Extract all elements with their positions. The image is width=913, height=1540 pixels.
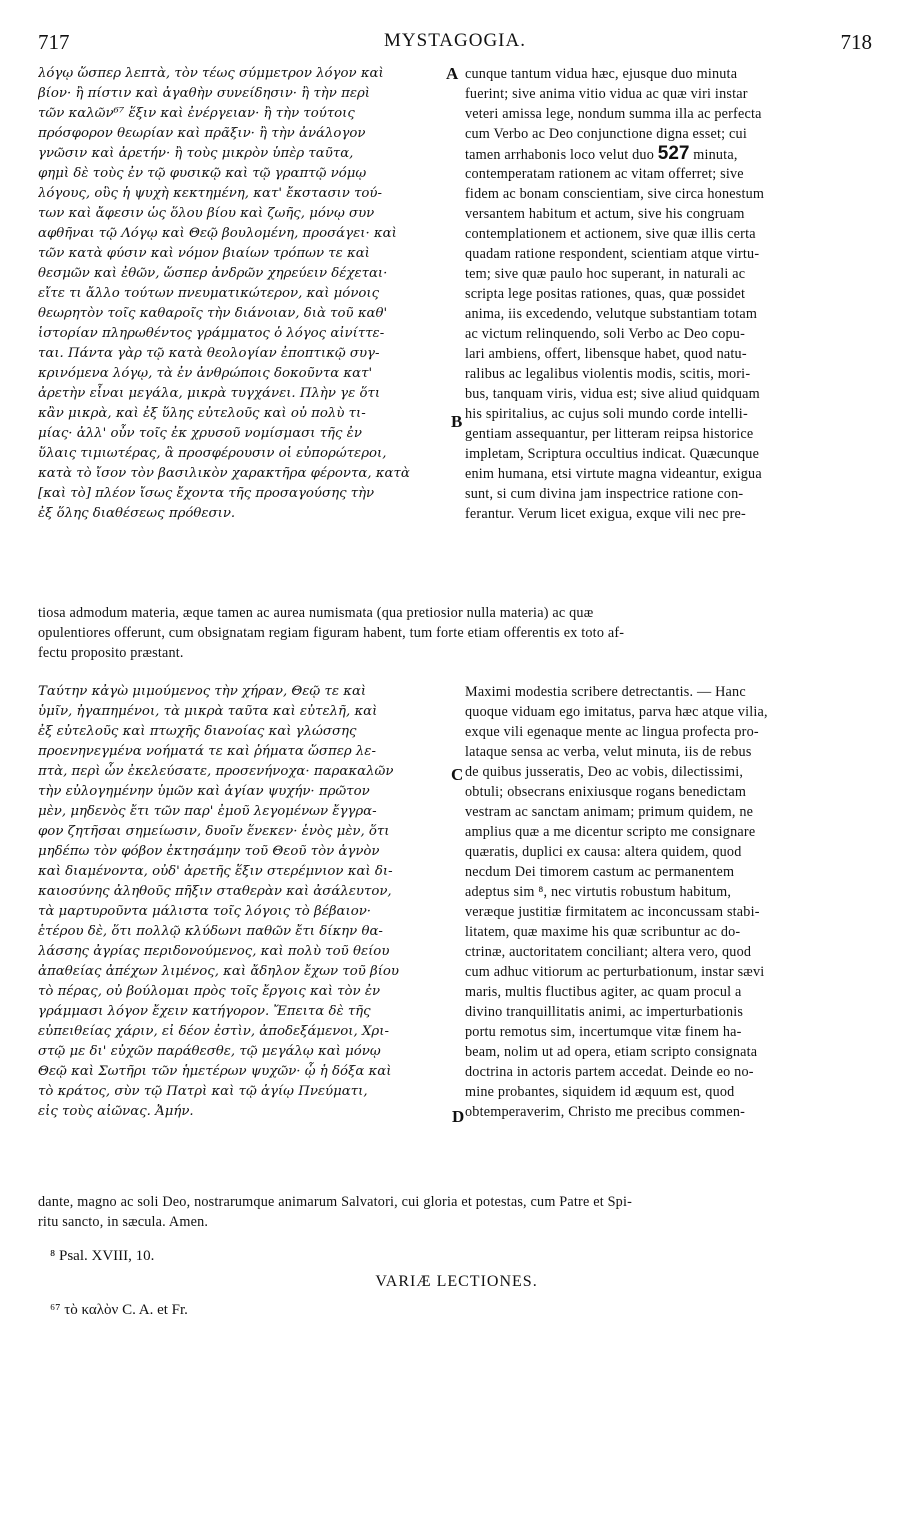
section-marker-a: A [446, 64, 459, 83]
text-line: ἱστορίαν πληρωθέντος γράμματος ὁ λόγος αἰνίττε- [38, 326, 385, 341]
text-line: γράμμασι λόγον ἔχειν κατήγορον. Ἔπειτα δὲ τῆς [38, 1004, 371, 1019]
text-line: cunque tantum vidua hæc, ejusque duo minuta [465, 66, 738, 82]
text-line: φον ζητῆσαι σημείωσιν, δυοῖν ἕνεκεν· ἑνὸς μὲν, ὅτι [38, 824, 390, 839]
text-line: veræque justitiæ firmitatem ac inconcussam stabi- [465, 904, 760, 920]
page-header [38, 30, 872, 60]
text-line: anima, iis excedendo, velutque substantiam totam [465, 306, 758, 322]
text-line: εἰς τοὺς αἰῶνας. Ἀμήν. [38, 1104, 194, 1119]
text-line: tem; sive quæ paulo hoc superant, in naturali ac [465, 266, 746, 282]
text-line: ἀπαθείας ἀπέχων λιμένος, καὶ ἄδηλον ἔχων τοῦ βίου [38, 964, 400, 979]
text-line: sunt, si cum divina jam inspectrice ratione con- [465, 486, 744, 502]
text-line: καιοσύνης ἀληθοῦς πῆξιν σταθερὰν καὶ ἀσάλευτον, [38, 884, 392, 899]
text-line: τὴν εὐλογημένην ὑμῶν καὶ ἁγίαν ψυχήν· πρῶτον [38, 784, 370, 799]
text-line: [καὶ τὸ] πλέον ἴσως ἔχοντα τῆς προσαγούσης τὴν [38, 486, 375, 501]
latin-full-width-2 [38, 1192, 878, 1232]
text-line: πρόσφορον θεωρίαν καὶ πρᾶξιν· ἢ τὴν ἀνάλογον [38, 126, 366, 141]
text-line: maris, multis fluctibus agiter, ac quam procul a [465, 984, 742, 1000]
text-line: μίας· ἀλλ' οὖν τοῖς ἐκ χρυσοῦ νομίσμασι τῆς ἐν [38, 426, 362, 441]
column-number: 527 [657, 143, 690, 164]
text-line: contemperatam rationem ac vitam offerret; sive [465, 166, 744, 182]
text-line: doctrina in actoris partem accedat. Deinde eo no- [465, 1064, 754, 1080]
text-line: tiosa admodum materia, æque tamen ac aurea numismata (qua pretiosior nulla materia) ac quæ [38, 605, 594, 621]
running-title: MYSTAGOGIA. [384, 30, 526, 51]
text-line: ctrinæ, auctoritatem conciliant; altera vero, quod [465, 944, 752, 960]
text-line: ἑτέρου δὲ, ὅτι πολλῷ κλύδωνι παθῶν ἔτι δίκην θα- [38, 924, 383, 939]
text-line: κρινόμενα λόγῳ, τὰ ἐν ἀνθρώποις δοκοῦντα κατ' [38, 366, 373, 381]
text-line: lari ambiens, offert, libensque habet, quod natu- [465, 346, 747, 362]
greek-column-2 [38, 682, 458, 1122]
text-line: amplius quæ a me dicentur scripto me consignare [465, 824, 756, 840]
text-line: καὶ διαμένοντα, οὐδ' ἀρετῆς ἕξιν στερέμνιον καὶ δι- [38, 864, 393, 879]
text-line: εἴτε τι ἄλλο τούτων πνευματικώτερον, καὶ μόνοις [38, 286, 380, 301]
text-line: τῶν καλῶν⁶⁷ ἕξιν καὶ ἐνέργειαν· ἢ τὴν τούτοις [38, 106, 355, 121]
text-line: obtuli; obsecrans enixiusque rogans benedictam [465, 784, 747, 800]
text-line: ὑμῖν, ἠγαπημένοι, τὰ μικρὰ ταῦτα καὶ εὐτελῆ, καὶ [38, 704, 378, 719]
text-line: μηδέπω τὸν φόβον ἐκτησάμην τοῦ Θεοῦ τὸν ἁγνὸν [38, 844, 380, 859]
text-line: vestram ac sanctam animam; primum quidem, ne [465, 804, 754, 820]
section-marker-d: D [452, 1107, 465, 1126]
text-line: βίον· ἢ πίστιν καὶ ἀγαθὴν συνείδησιν· ἢ τὴν περὶ [38, 86, 370, 101]
text-line: opulentiores offerunt, cum obsignatam regiam figuram habent, tum forte etiam offerentis ex toto af- [38, 625, 625, 641]
text-line: Ταύτην κἀγὼ μιμούμενος τὴν χήραν, Θεῷ τε καὶ [38, 684, 367, 699]
text-line: ac victum relinquendo, soli Verbo ac Deo copu- [465, 326, 745, 342]
variae-lectiones-heading: VARIÆ LECTIONES. [375, 1273, 538, 1290]
text-line: αφθῆναι τῷ Λόγῳ καὶ Θεῷ βουλομένη, προσάγει· καὶ [38, 226, 397, 241]
latin-column-1 [465, 64, 877, 524]
text-line: τὸ κράτος, σὺν τῷ Πατρὶ καὶ τῷ ἁγίῳ Πνεύματι, [38, 1084, 368, 1099]
text-line: θεωρητὸν τοῖς καθαροῖς τὴν διάνοιαν, διὰ τοῦ καθ' [38, 306, 388, 321]
text-line: contemplationem et actionem, sive quæ illis certa [465, 226, 756, 242]
text-line: bus, tanquam viris, vidua est; sive aliud quidquam [465, 386, 760, 402]
text-line: μὲν, μηδενὸς ἔτι τῶν παρ' ἐμοῦ λεγομένων ἔγγρα- [38, 804, 377, 819]
text-line: τὸ πέρας, οὐ βούλομαι πρὸς τοῖς ἔργοις καὶ τὸν ἐν [38, 984, 381, 999]
text-line: cum adhuc vitiorum ac perturbationum, instar sævi [465, 964, 765, 980]
page-number-left: 717 [38, 30, 70, 54]
text-line: ralibus ac legalibus violentis modis, scitis, mori- [465, 366, 751, 382]
text-line: των καὶ ἄφεσιν ὡς ὅλου βίου καὶ ζωῆς, μόνῳ συν [38, 206, 375, 221]
text-line: fidem ac bonam conscientiam, sive circa honestum [465, 186, 765, 202]
text-line: κατὰ τὸ ἴσον τὸν βασιλικὸν χαρακτῆρα φέροντα, κατὰ [38, 466, 410, 481]
text-line: dante, magno ac soli Deo, nostrarumque animarum Salvatori, cui gloria et potestas, cum Patre et Spi- [38, 1194, 633, 1210]
text-line: ἀρετὴν εἶναι μεγάλα, μικρὰ τυγχάνει. Πλὴν γε ὅτι [38, 386, 381, 401]
text-line: divino tranquillitatis animi, ac imperturbationis [465, 1004, 744, 1020]
section-marker-b: B [451, 412, 463, 431]
text-line: tamen arrhabonis loco velut duo 527 minuta, [465, 143, 738, 164]
text-line: versantem habitum et actum, sive his congruam [465, 206, 745, 222]
text-line: λόγους, οὓς ἡ ψυχὴ κεκτημένη, κατ' ἔκστασιν τού- [38, 186, 383, 201]
text-line: impletam, Scriptura occultius indicat. Quæcunque [465, 446, 760, 462]
text-line: quoque viduam ego imitatus, parva hæc atque vilia, [465, 704, 768, 720]
text-line: γνῶσιν καὶ ἀρετήν· ἢ τοὺς μικρὸν ὑπὲρ ταῦτα, [38, 146, 354, 161]
footnote-psalm: ⁸ Psal. XVIII, 10. [50, 1248, 155, 1264]
text-line: beam, nolim ut ad opera, etiam scripto consignata [465, 1044, 758, 1060]
text-line: κἂν μικρὰ, καὶ ἐξ ὕλης εὐτελοῦς καὶ οὐ πολὺ τι- [38, 406, 366, 421]
text-line: veteri amissa lege, nondum summa illa ac perfecta [465, 106, 762, 122]
text-line: quæratis, duplici ex causa: altera quidem, quod [465, 844, 742, 860]
text-line: scripta lege positas rationes, quas, quæ possidet [465, 286, 746, 302]
text-line: adeptus sim ⁸, nec virtutis robustum habitum, [465, 884, 732, 900]
text-line: cum Verbo ac Deo conjunctione digna esset; cui [465, 126, 747, 142]
text-line: προενηνεγμένα νοήματά τε καὶ ῥήματα ὥσπερ λε- [38, 744, 376, 759]
text-line: πτὰ, περὶ ὧν ἐκελεύσατε, προσενήνοχα· παρακαλῶν [38, 764, 394, 779]
variant-reading: ⁶⁷ τὸ καλὸν C. A. et Fr. [50, 1302, 188, 1318]
text-line: exque vili egenaque mente ac lingua profecta pro- [465, 724, 759, 740]
section-marker-c: C [451, 765, 464, 784]
text-line: lataque sensa ac verba, velut minuta, iis de rebus [465, 744, 752, 760]
text-line: litatem, quæ maxime his quæ scribuntur ac do- [465, 924, 741, 940]
text-line: θεσμῶν καὶ ἐθῶν, ὥσπερ ἀνδρῶν χηρεύειν δέχεται· [38, 266, 388, 281]
text-line: quadam ratione respondent, scientiam atque virtu- [465, 246, 760, 262]
text-line: Maximi modestia scribere detrectantis. — Hanc [465, 684, 746, 700]
text-line: enim humana, etsi virtute magna videantur, exigua [465, 466, 762, 482]
latin-full-width-1 [38, 603, 878, 663]
text-line: ται. Πάντα γὰρ τῷ κατὰ θεολογίαν ἐποπτικῷ συγ- [38, 346, 380, 361]
text-line: his spiritalius, ac cujus soli mundo corde intelli- [465, 406, 748, 422]
text-line: gentiam assequantur, per litteram reipsa historice [465, 426, 754, 442]
text-line: φημὶ δὲ τοὺς ἐν τῷ φυσικῷ καὶ τῷ γραπτῷ νόμῳ [38, 166, 367, 181]
text-line: fuerint; sive anima vitio vidua ac quæ viri instar [465, 86, 748, 102]
text-line: λάσσης ἀγρίας περιδονούμενος, καὶ πολὺ τοῦ θείου [38, 944, 390, 959]
text-line: τὰ μαρτυροῦντα μάλιστα τοῖς λόγοις τὸ βέβαιον· [38, 904, 372, 919]
text-line: ritu sancto, in sæcula. Amen. [38, 1214, 209, 1230]
text-line: τῶν κατὰ φύσιν καὶ νόμον βιαίων τρόπων τε καὶ [38, 246, 370, 261]
text-line: de quibus jusseratis, Deo ac vobis, dilectissimi, [465, 764, 744, 780]
text-line: ferantur. Verum licet exigua, exque vili nec pre- [465, 506, 746, 522]
text-line: στῷ με δι' εὐχῶν παράθεσθε, τῷ μεγάλῳ καὶ μόνῳ [38, 1044, 381, 1059]
text-line: λόγῳ ὥσπερ λεπτὰ, τὸν τέως σύμμετρον λόγον καὶ [38, 66, 384, 81]
latin-column-2 [465, 682, 877, 1122]
text-line: fectu proposito præstant. [38, 645, 184, 661]
page-number-right: 718 [840, 30, 872, 54]
text-line: ἐξ ὅλης διαθέσεως πρόθεσιν. [38, 506, 236, 521]
text-line: ἐξ εὐτελοῦς καὶ πτωχῆς διανοίας καὶ γλώσσης [38, 724, 357, 739]
text-line: Θεῷ καὶ Σωτῆρι τῶν ἡμετέρων ψυχῶν· ᾧ ἡ δόξα καὶ [38, 1064, 392, 1079]
text-line: εὐπειθείας χάριν, εἰ δέον ἐστὶν, ἀποδεξάμενοι, Χρι- [38, 1024, 389, 1039]
text-line: necdum Dei timorem castum ac permanentem [465, 864, 735, 880]
text-line: portu remotus sim, incertumque vitæ finem ha- [465, 1024, 742, 1040]
greek-column-1 [38, 64, 458, 524]
text-line: obtemperaverim, Christo me precibus commen- [465, 1104, 746, 1120]
text-line: mine probantes, siquidem id æquum est, quod [465, 1084, 735, 1100]
text-line: ὕλαις τιμιωτέρας, ἃ προσφέρουσιν οἱ εὐπορώτεροι, [38, 446, 387, 461]
